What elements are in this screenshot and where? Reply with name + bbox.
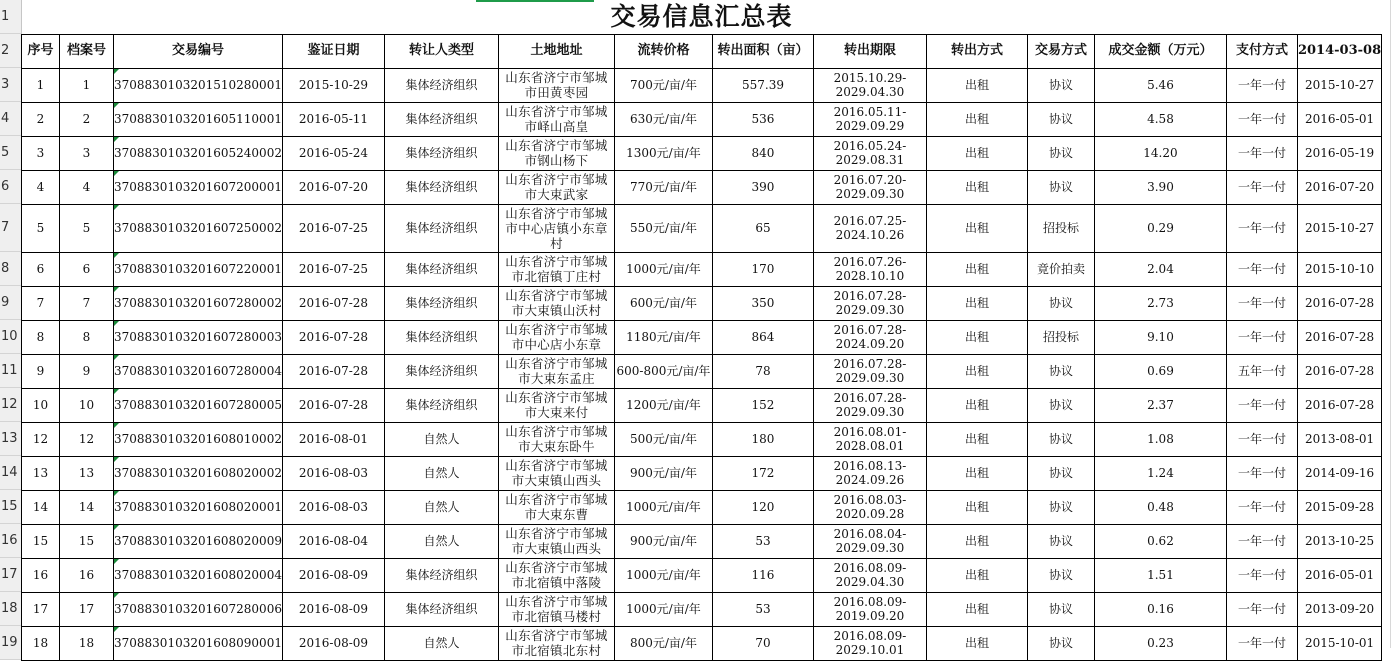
cell-transfer-mode[interactable]: 出租 <box>926 252 1027 286</box>
column-header-trade-mode[interactable]: 交易方式 <box>1027 34 1094 68</box>
column-header-extra-date[interactable]: 2014-03-08 <box>1297 34 1381 68</box>
table-row <box>22 524 1382 558</box>
cell-transfer-mode[interactable]: 出租 <box>926 68 1027 102</box>
cell-land-address[interactable]: 山东省济宁市邹城市北宿镇丁庄村 <box>498 252 614 286</box>
cell-seq[interactable]: 9 <box>22 354 60 388</box>
cell-archive-no[interactable]: 7 <box>60 286 114 320</box>
cell-cert-date[interactable]: 2016-08-04 <box>282 524 384 558</box>
cell-transfer-mode[interactable]: 出租 <box>926 388 1027 422</box>
cell-transferor-type[interactable]: 集体经济组织 <box>384 204 498 252</box>
cell-term[interactable]: 2016.05.11-2029.09.29 <box>813 102 926 136</box>
cell-price[interactable]: 550元/亩/年 <box>614 204 712 252</box>
cell-transfer-mode[interactable]: 出租 <box>926 286 1027 320</box>
column-header-cert-date[interactable]: 鉴证日期 <box>282 34 384 68</box>
cell-archive-no[interactable]: 18 <box>60 626 114 660</box>
cell-area[interactable]: 65 <box>712 204 813 252</box>
cell-amount[interactable]: 0.29 <box>1094 204 1226 252</box>
row-header[interactable]: 12 <box>0 388 21 422</box>
cell-amount[interactable]: 3.90 <box>1094 170 1226 204</box>
cell-archive-no[interactable]: 6 <box>60 252 114 286</box>
cell-transfer-mode[interactable]: 出租 <box>926 490 1027 524</box>
table-row <box>22 592 1382 626</box>
cell-archive-no[interactable]: 16 <box>60 558 114 592</box>
row-header[interactable]: 8 <box>0 252 21 286</box>
row-header[interactable]: 17 <box>0 558 21 592</box>
row-header[interactable]: 13 <box>0 422 21 456</box>
cell-payment[interactable]: 一年一付 <box>1226 170 1297 204</box>
table-row <box>22 136 1382 170</box>
cell-extra-date[interactable]: 2015-10-27 <box>1297 204 1381 252</box>
table-row <box>22 68 1382 102</box>
cell-trade-mode[interactable]: 协议 <box>1027 456 1094 490</box>
cell-price[interactable]: 1000元/亩/年 <box>614 490 712 524</box>
cell-amount[interactable]: 14.20 <box>1094 136 1226 170</box>
row-header[interactable]: 5 <box>0 136 21 170</box>
cell-payment[interactable]: 一年一付 <box>1226 490 1297 524</box>
cell-amount[interactable]: 0.48 <box>1094 490 1226 524</box>
cell-extra-date[interactable]: 2016-05-01 <box>1297 102 1381 136</box>
cell-trade-code[interactable]: 3708830103201608090001 <box>114 626 283 660</box>
cell-seq[interactable]: 6 <box>22 252 60 286</box>
cell-price[interactable]: 600-800元/亩/年 <box>614 354 712 388</box>
column-header-trade-code[interactable]: 交易编号 <box>114 34 283 68</box>
cell-cert-date[interactable]: 2016-08-03 <box>282 490 384 524</box>
data-table <box>21 0 1382 661</box>
cell-term[interactable]: 2016.07.28-2029.09.30 <box>813 286 926 320</box>
table-row <box>22 102 1382 136</box>
cell-seq[interactable]: 15 <box>22 524 60 558</box>
cell-payment[interactable]: 一年一付 <box>1226 456 1297 490</box>
cell-archive-no[interactable]: 3 <box>60 136 114 170</box>
cell-transfer-mode[interactable]: 出租 <box>926 626 1027 660</box>
cell-trade-code[interactable]: 3708830103201608020002 <box>114 456 283 490</box>
cell-transferor-type[interactable]: 集体经济组织 <box>384 592 498 626</box>
cell-cert-date[interactable]: 2016-07-28 <box>282 286 384 320</box>
cell-area[interactable]: 152 <box>712 388 813 422</box>
cell-seq[interactable]: 18 <box>22 626 60 660</box>
cell-term[interactable]: 2016.07.28-2024.09.20 <box>813 320 926 354</box>
cell-archive-no[interactable]: 14 <box>60 490 114 524</box>
cell-transfer-mode[interactable]: 出租 <box>926 102 1027 136</box>
cell-price[interactable]: 1180元/亩/年 <box>614 320 712 354</box>
cell-land-address[interactable]: 山东省济宁市邹城市北宿镇中落陵 <box>498 558 614 592</box>
cell-transferor-type[interactable]: 自然人 <box>384 490 498 524</box>
cell-seq[interactable]: 5 <box>22 204 60 252</box>
cell-transferor-type[interactable]: 集体经济组织 <box>384 136 498 170</box>
cell-term[interactable]: 2016.08.03-2020.09.28 <box>813 490 926 524</box>
row-header[interactable]: 16 <box>0 524 21 558</box>
cell-area[interactable]: 350 <box>712 286 813 320</box>
cell-trade-code[interactable]: 3708830103201607250002 <box>114 204 283 252</box>
table-row <box>22 170 1382 204</box>
cell-trade-mode[interactable]: 协议 <box>1027 524 1094 558</box>
cell-term[interactable]: 2016.08.09-2029.04.30 <box>813 558 926 592</box>
table-row <box>22 456 1382 490</box>
row-header[interactable]: 2 <box>0 34 21 68</box>
cell-archive-no[interactable]: 2 <box>60 102 114 136</box>
cell-transferor-type[interactable]: 集体经济组织 <box>384 558 498 592</box>
cell-trade-code[interactable]: 3708830103201608020009 <box>114 524 283 558</box>
cell-transfer-mode[interactable]: 出租 <box>926 354 1027 388</box>
cell-amount[interactable]: 1.24 <box>1094 456 1226 490</box>
cell-area[interactable]: 536 <box>712 102 813 136</box>
cell-payment[interactable]: 一年一付 <box>1226 524 1297 558</box>
cell-area[interactable]: 864 <box>712 320 813 354</box>
cell-price[interactable]: 1000元/亩/年 <box>614 592 712 626</box>
cell-archive-no[interactable]: 9 <box>60 354 114 388</box>
row-header-column <box>0 0 22 660</box>
cell-seq[interactable]: 10 <box>22 388 60 422</box>
cell-trade-code[interactable]: 3708830103201607280002 <box>114 286 283 320</box>
cell-land-address[interactable]: 山东省济宁市邹城市中心店小东章 <box>498 320 614 354</box>
row-header[interactable]: 7 <box>0 204 21 252</box>
cell-land-address[interactable]: 山东省济宁市邹城市北宿镇北东村 <box>498 626 614 660</box>
column-header-transfer-mode[interactable]: 转出方式 <box>926 34 1027 68</box>
cell-term[interactable]: 2016.07.20-2029.09.30 <box>813 170 926 204</box>
cell-price[interactable]: 1200元/亩/年 <box>614 388 712 422</box>
cell-cert-date[interactable]: 2016-07-28 <box>282 354 384 388</box>
cell-land-address[interactable]: 山东省济宁市邹城市大束镇山沃村 <box>498 286 614 320</box>
table-row <box>22 626 1382 660</box>
cell-archive-no[interactable]: 1 <box>60 68 114 102</box>
cell-seq[interactable]: 4 <box>22 170 60 204</box>
cell-term[interactable]: 2016.08.13-2024.09.26 <box>813 456 926 490</box>
title-row <box>22 0 1382 34</box>
cell-trade-mode[interactable]: 协议 <box>1027 286 1094 320</box>
cell-land-address[interactable]: 山东省济宁市邹城市大束东曹 <box>498 490 614 524</box>
cell-price[interactable]: 1000元/亩/年 <box>614 558 712 592</box>
cell-area[interactable]: 170 <box>712 252 813 286</box>
cell-area[interactable]: 53 <box>712 592 813 626</box>
column-header-payment[interactable]: 支付方式 <box>1226 34 1297 68</box>
cell-cert-date[interactable]: 2015-10-29 <box>282 68 384 102</box>
cell-cert-date[interactable]: 2016-08-01 <box>282 422 384 456</box>
cell-area[interactable]: 180 <box>712 422 813 456</box>
cell-trade-code[interactable]: 3708830103201605110001 <box>114 102 283 136</box>
row-header[interactable]: 10 <box>0 320 21 354</box>
cell-land-address[interactable]: 山东省济宁市邹城市峄山高皇 <box>498 102 614 136</box>
cell-cert-date[interactable]: 2016-07-28 <box>282 320 384 354</box>
cell-price[interactable]: 1300元/亩/年 <box>614 136 712 170</box>
cell-trade-mode[interactable]: 招投标 <box>1027 204 1094 252</box>
table-row <box>22 422 1382 456</box>
cell-land-address[interactable]: 山东省济宁市邹城市大束来付 <box>498 388 614 422</box>
cell-trade-mode[interactable]: 协议 <box>1027 102 1094 136</box>
cell-transferor-type[interactable]: 集体经济组织 <box>384 388 498 422</box>
cell-extra-date[interactable]: 2016-07-28 <box>1297 388 1381 422</box>
cell-price[interactable]: 770元/亩/年 <box>614 170 712 204</box>
cell-transfer-mode[interactable]: 出租 <box>926 320 1027 354</box>
cell-area[interactable]: 70 <box>712 626 813 660</box>
cell-term[interactable]: 2016.05.24-2029.08.31 <box>813 136 926 170</box>
cell-transfer-mode[interactable]: 出租 <box>926 422 1027 456</box>
cell-extra-date[interactable]: 2015-09-28 <box>1297 490 1381 524</box>
cell-land-address[interactable]: 山东省济宁市邹城市大束镇山西头 <box>498 456 614 490</box>
cell-land-address[interactable]: 山东省济宁市邹城市大束东卧牛 <box>498 422 614 456</box>
cell-archive-no[interactable]: 8 <box>60 320 114 354</box>
cell-trade-code[interactable]: 3708830103201510280001 <box>114 68 283 102</box>
cell-extra-date[interactable]: 2016-05-01 <box>1297 558 1381 592</box>
cell-payment[interactable]: 一年一付 <box>1226 320 1297 354</box>
cell-amount[interactable]: 4.58 <box>1094 102 1226 136</box>
cell-extra-date[interactable]: 2014-09-16 <box>1297 456 1381 490</box>
cell-payment[interactable]: 一年一付 <box>1226 388 1297 422</box>
row-header[interactable]: 9 <box>0 286 21 320</box>
cell-amount[interactable]: 1.51 <box>1094 558 1226 592</box>
cell-amount[interactable]: 0.62 <box>1094 524 1226 558</box>
cell-price[interactable]: 600元/亩/年 <box>614 286 712 320</box>
cell-transferor-type[interactable]: 自然人 <box>384 524 498 558</box>
cell-transferor-type[interactable]: 集体经济组织 <box>384 286 498 320</box>
row-header[interactable]: 11 <box>0 354 21 388</box>
cell-transferor-type[interactable]: 自然人 <box>384 456 498 490</box>
cell-trade-mode[interactable]: 协议 <box>1027 354 1094 388</box>
cell-price[interactable]: 700元/亩/年 <box>614 68 712 102</box>
row-header[interactable]: 19 <box>0 626 21 660</box>
cell-trade-code[interactable]: 3708830103201608020004 <box>114 558 283 592</box>
cell-transfer-mode[interactable]: 出租 <box>926 558 1027 592</box>
row-header[interactable]: 1 <box>0 0 21 34</box>
cell-archive-no[interactable]: 17 <box>60 592 114 626</box>
cell-transferor-type[interactable]: 自然人 <box>384 422 498 456</box>
cell-term[interactable]: 2016.08.04-2029.09.30 <box>813 524 926 558</box>
cell-price[interactable]: 800元/亩/年 <box>614 626 712 660</box>
cell-cert-date[interactable]: 2016-05-24 <box>282 136 384 170</box>
table-row <box>22 558 1382 592</box>
cell-land-address[interactable]: 山东省济宁市邹城市中心店镇小东章村 <box>498 204 614 252</box>
cell-payment[interactable]: 一年一付 <box>1226 204 1297 252</box>
row-header[interactable]: 3 <box>0 68 21 102</box>
cell-extra-date[interactable]: 2015-10-27 <box>1297 68 1381 102</box>
cell-area[interactable]: 78 <box>712 354 813 388</box>
cell-trade-code[interactable]: 3708830103201607280006 <box>114 592 283 626</box>
cell-amount[interactable]: 2.04 <box>1094 252 1226 286</box>
cell-archive-no[interactable]: 15 <box>60 524 114 558</box>
cell-cert-date[interactable]: 2016-08-03 <box>282 456 384 490</box>
cell-area[interactable]: 120 <box>712 490 813 524</box>
cell-payment[interactable]: 一年一付 <box>1226 592 1297 626</box>
cell-transfer-mode[interactable]: 出租 <box>926 204 1027 252</box>
cell-term[interactable]: 2016.08.09-2029.10.01 <box>813 626 926 660</box>
cell-payment[interactable]: 一年一付 <box>1226 252 1297 286</box>
table-row <box>22 354 1382 388</box>
cell-trade-code[interactable]: 3708830103201605240002 <box>114 136 283 170</box>
cell-term[interactable]: 2016.07.25-2024.10.26 <box>813 204 926 252</box>
column-header-land-address[interactable]: 土地地址 <box>498 34 614 68</box>
cell-cert-date[interactable]: 2016-07-20 <box>282 170 384 204</box>
column-header-term[interactable]: 转出期限 <box>813 34 926 68</box>
cell-extra-date[interactable]: 2016-05-19 <box>1297 136 1381 170</box>
cell-archive-no[interactable]: 12 <box>60 422 114 456</box>
cell-amount[interactable]: 5.46 <box>1094 68 1226 102</box>
cell-payment[interactable]: 五年一付 <box>1226 354 1297 388</box>
table-row <box>22 388 1382 422</box>
cell-extra-date[interactable]: 2013-10-25 <box>1297 524 1381 558</box>
sheet-right-edge <box>1390 0 1399 648</box>
cell-amount[interactable]: 9.10 <box>1094 320 1226 354</box>
cell-land-address[interactable]: 山东省济宁市邹城市大束武家 <box>498 170 614 204</box>
cell-area[interactable]: 840 <box>712 136 813 170</box>
cell-trade-code[interactable]: 3708830103201608020001 <box>114 490 283 524</box>
cell-term[interactable]: 2016.08.01-2028.08.01 <box>813 422 926 456</box>
row-header[interactable]: 15 <box>0 490 21 524</box>
cell-transferor-type[interactable]: 集体经济组织 <box>384 252 498 286</box>
cell-seq[interactable]: 12 <box>22 422 60 456</box>
cell-amount[interactable]: 2.37 <box>1094 388 1226 422</box>
cell-area[interactable]: 172 <box>712 456 813 490</box>
cell-extra-date[interactable]: 2016-07-28 <box>1297 286 1381 320</box>
cell-trade-mode[interactable]: 协议 <box>1027 558 1094 592</box>
cell-transfer-mode[interactable]: 出租 <box>926 456 1027 490</box>
cell-term[interactable]: 2016.07.26-2028.10.10 <box>813 252 926 286</box>
cell-price[interactable]: 900元/亩/年 <box>614 524 712 558</box>
cell-transferor-type[interactable]: 集体经济组织 <box>384 354 498 388</box>
cell-transfer-mode[interactable]: 出租 <box>926 136 1027 170</box>
cell-extra-date[interactable]: 2015-10-01 <box>1297 626 1381 660</box>
cell-payment[interactable]: 一年一付 <box>1226 102 1297 136</box>
cell-amount[interactable]: 0.23 <box>1094 626 1226 660</box>
column-header-price[interactable]: 流转价格 <box>614 34 712 68</box>
cell-cert-date[interactable]: 2016-05-11 <box>282 102 384 136</box>
cell-land-address[interactable]: 山东省济宁市邹城市大束镇山西头 <box>498 524 614 558</box>
cell-term[interactable]: 2016.07.28-2029.09.30 <box>813 388 926 422</box>
cell-seq[interactable]: 16 <box>22 558 60 592</box>
cell-payment[interactable]: 一年一付 <box>1226 422 1297 456</box>
cell-seq[interactable]: 17 <box>22 592 60 626</box>
cell-land-address[interactable]: 山东省济宁市邹城市钢山杨下 <box>498 136 614 170</box>
cell-extra-date[interactable]: 2016-07-20 <box>1297 170 1381 204</box>
header-row <box>22 34 1382 68</box>
cell-amount[interactable]: 2.73 <box>1094 286 1226 320</box>
cell-price[interactable]: 500元/亩/年 <box>614 422 712 456</box>
cell-seq[interactable]: 2 <box>22 102 60 136</box>
cell-price[interactable]: 900元/亩/年 <box>614 456 712 490</box>
row-header[interactable]: 18 <box>0 592 21 626</box>
table-row <box>22 490 1382 524</box>
cell-seq[interactable]: 13 <box>22 456 60 490</box>
cell-extra-date[interactable]: 2013-08-01 <box>1297 422 1381 456</box>
cell-payment[interactable]: 一年一付 <box>1226 68 1297 102</box>
cell-cert-date[interactable]: 2016-08-09 <box>282 592 384 626</box>
cell-trade-code[interactable]: 3708830103201607220001 <box>114 252 283 286</box>
cell-term[interactable]: 2016.08.09-2019.09.20 <box>813 592 926 626</box>
cell-trade-mode[interactable]: 协议 <box>1027 388 1094 422</box>
cell-trade-mode[interactable]: 协议 <box>1027 170 1094 204</box>
cell-extra-date[interactable]: 2016-07-28 <box>1297 354 1381 388</box>
cell-extra-date[interactable]: 2015-10-10 <box>1297 252 1381 286</box>
cell-transfer-mode[interactable]: 出租 <box>926 592 1027 626</box>
column-header-area[interactable]: 转出面积（亩） <box>712 34 813 68</box>
cell-term[interactable]: 2015.10.29-2029.04.30 <box>813 68 926 102</box>
cell-amount[interactable]: 0.16 <box>1094 592 1226 626</box>
cell-trade-mode[interactable]: 协议 <box>1027 490 1094 524</box>
cell-trade-mode[interactable]: 招投标 <box>1027 320 1094 354</box>
cell-archive-no[interactable]: 5 <box>60 204 114 252</box>
cell-seq[interactable]: 1 <box>22 68 60 102</box>
cell-trade-mode[interactable]: 协议 <box>1027 626 1094 660</box>
cell-trade-mode[interactable]: 协议 <box>1027 422 1094 456</box>
column-header-archive-no[interactable]: 档案号 <box>60 34 114 68</box>
cell-land-address[interactable]: 山东省济宁市邹城市北宿镇马楼村 <box>498 592 614 626</box>
table-row <box>22 204 1382 252</box>
cell-amount[interactable]: 1.08 <box>1094 422 1226 456</box>
cell-extra-date[interactable]: 2013-09-20 <box>1297 592 1381 626</box>
cell-amount[interactable]: 0.69 <box>1094 354 1226 388</box>
cell-transfer-mode[interactable]: 出租 <box>926 524 1027 558</box>
cell-payment[interactable]: 一年一付 <box>1226 558 1297 592</box>
cell-transferor-type[interactable]: 集体经济组织 <box>384 68 498 102</box>
column-header-amount[interactable]: 成交金额（万元） <box>1094 34 1226 68</box>
cell-transfer-mode[interactable]: 出租 <box>926 170 1027 204</box>
cell-archive-no[interactable]: 4 <box>60 170 114 204</box>
cell-trade-code[interactable]: 3708830103201607280005 <box>114 388 283 422</box>
cell-trade-code[interactable]: 3708830103201607200001 <box>114 170 283 204</box>
cell-trade-mode[interactable]: 协议 <box>1027 592 1094 626</box>
cell-cert-date[interactable]: 2016-08-09 <box>282 558 384 592</box>
cell-payment[interactable]: 一年一付 <box>1226 136 1297 170</box>
cell-trade-mode[interactable]: 协议 <box>1027 68 1094 102</box>
cell-seq[interactable]: 3 <box>22 136 60 170</box>
cell-transferor-type[interactable]: 集体经济组织 <box>384 320 498 354</box>
row-header[interactable]: 14 <box>0 456 21 490</box>
cell-price[interactable]: 1000元/亩/年 <box>614 252 712 286</box>
cell-price[interactable]: 630元/亩/年 <box>614 102 712 136</box>
cell-cert-date[interactable]: 2016-08-09 <box>282 626 384 660</box>
cell-trade-mode[interactable]: 协议 <box>1027 136 1094 170</box>
cell-transferor-type[interactable]: 集体经济组织 <box>384 102 498 136</box>
cell-seq[interactable]: 8 <box>22 320 60 354</box>
cell-land-address[interactable]: 山东省济宁市邹城市大束东孟庄 <box>498 354 614 388</box>
cell-extra-date[interactable]: 2016-07-28 <box>1297 320 1381 354</box>
cell-term[interactable]: 2016.07.28-2029.09.30 <box>813 354 926 388</box>
cell-transferor-type[interactable]: 集体经济组织 <box>384 170 498 204</box>
cell-area[interactable]: 557.39 <box>712 68 813 102</box>
table-row <box>22 320 1382 354</box>
cell-trade-code[interactable]: 3708830103201607280003 <box>114 320 283 354</box>
cell-payment[interactable]: 一年一付 <box>1226 626 1297 660</box>
cell-trade-code[interactable]: 3708830103201607280004 <box>114 354 283 388</box>
cell-seq[interactable]: 7 <box>22 286 60 320</box>
column-header-seq[interactable]: 序号 <box>22 34 60 68</box>
row-header[interactable]: 4 <box>0 102 21 136</box>
cell-area[interactable]: 116 <box>712 558 813 592</box>
cell-transferor-type[interactable]: 自然人 <box>384 626 498 660</box>
cell-trade-mode[interactable]: 竟价拍卖 <box>1027 252 1094 286</box>
sheet-title[interactable]: 交易信息汇总表 <box>610 1 793 31</box>
table-row <box>22 252 1382 286</box>
cell-area[interactable]: 390 <box>712 170 813 204</box>
cell-cert-date[interactable]: 2016-07-25 <box>282 252 384 286</box>
cell-trade-code[interactable]: 3708830103201608010002 <box>114 422 283 456</box>
row-header[interactable]: 6 <box>0 170 21 204</box>
cell-cert-date[interactable]: 2016-07-28 <box>282 388 384 422</box>
cell-land-address[interactable]: 山东省济宁市邹城市田黄枣园 <box>498 68 614 102</box>
cell-area[interactable]: 53 <box>712 524 813 558</box>
table-row <box>22 286 1382 320</box>
cell-seq[interactable]: 14 <box>22 490 60 524</box>
column-header-transferor-type[interactable]: 转让人类型 <box>384 34 498 68</box>
cell-archive-no[interactable]: 10 <box>60 388 114 422</box>
cell-payment[interactable]: 一年一付 <box>1226 286 1297 320</box>
cell-archive-no[interactable]: 13 <box>60 456 114 490</box>
cell-cert-date[interactable]: 2016-07-25 <box>282 204 384 252</box>
